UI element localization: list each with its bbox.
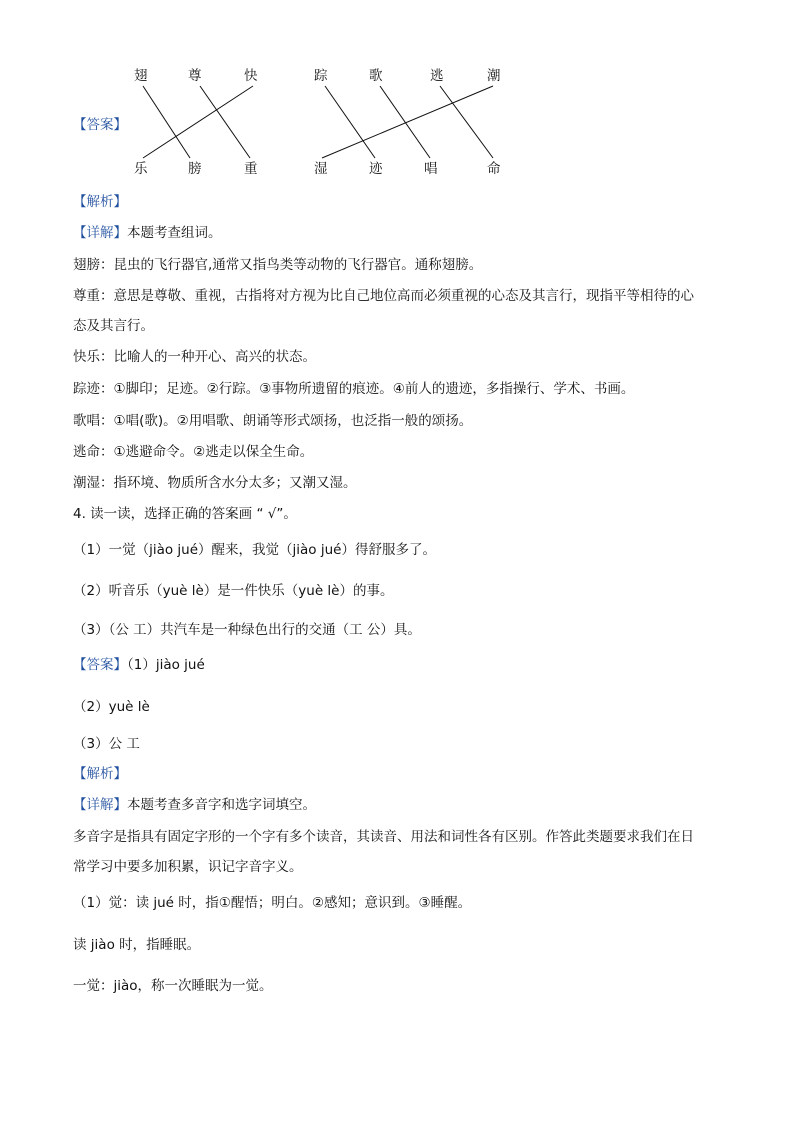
question-item: （2）听音乐（yuè lè）是一件快乐（yuè lè）的事。 — [73, 583, 394, 599]
question-title: 4. 读一读，选择正确的答案画 “ √”。 — [73, 506, 297, 522]
definition-line: 翅膀：昆虫的飞行器官,通常又指鸟类等动物的飞行器官。通称翅膀。 — [73, 257, 483, 273]
definition-line: 尊重：意思是尊敬、重视，古指将对方视为比自己地位高而必须重视的心态及其言行，现指平等相待的心 — [73, 288, 694, 304]
analysis-tag: 【解析】 — [73, 194, 127, 210]
answer-3: （3）公 工 — [73, 736, 140, 752]
definition-line: 快乐：比喻人的一种开心、高兴的状态。 — [73, 349, 316, 365]
answer-tag: 【答案】 — [73, 117, 127, 133]
char-top-5: 歌 — [369, 68, 383, 84]
char-bottom-7: 命 — [487, 161, 501, 177]
char-top-7: 潮 — [487, 68, 501, 84]
detail-line — [73, 796, 316, 814]
answer-1: （1）jiào jué — [127, 657, 205, 673]
definition-line: 态及其言行。 — [73, 318, 154, 334]
detail-text: 本题考查组词。 — [127, 225, 222, 241]
definition-line: 歌唱：①唱(歌)。②用唱歌、朗诵等形式颂扬，也泛指一般的颂扬。 — [73, 413, 473, 429]
char-top-6: 逃 — [430, 68, 444, 84]
char-bottom-1: 乐 — [134, 161, 148, 177]
definition-line: 踪迹：①脚印；足迹。②行踪。③事物所遗留的痕迹。④前人的遗迹，多指操行、学术、书画。 — [73, 381, 635, 397]
match-line — [325, 86, 375, 158]
match-line — [143, 86, 190, 158]
answer-2: （2）yuè lè — [73, 699, 150, 715]
explanation-line: （1）觉：读 jué 时，指①醒悟；明白。②感知；意识到。③睡醒。 — [73, 895, 472, 911]
detail-tag: 【详解】 — [73, 797, 127, 813]
detail-line — [73, 224, 222, 242]
char-bottom-6: 唱 — [424, 161, 438, 177]
char-top-4: 踪 — [314, 68, 328, 84]
answer-line — [73, 656, 205, 674]
question-item: （3）（公 工）共汽车是一种绿色出行的交通（工 公）具。 — [73, 622, 421, 638]
char-top-1: 翅 — [134, 68, 148, 84]
char-bottom-5: 迹 — [369, 161, 383, 177]
definition-line: 潮湿：指环境、物质所含水分太多；又潮又湿。 — [73, 475, 357, 491]
match-line — [143, 86, 253, 158]
match-line — [200, 86, 250, 158]
char-bottom-3: 重 — [244, 161, 258, 177]
explanation-line: 读 jiào 时，指睡眠。 — [73, 937, 201, 953]
explanation-line: 一觉：jiào，称一次睡眠为一觉。 — [73, 978, 273, 994]
answer-tag: 【答案】 — [73, 657, 127, 673]
detail-tag: 【详解】 — [73, 225, 127, 241]
char-top-3: 快 — [244, 68, 258, 84]
char-bottom-2: 膀 — [188, 161, 202, 177]
definition-line: 逃命：①逃避命令。②逃走以保全生命。 — [73, 444, 314, 460]
char-top-2: 尊 — [188, 68, 202, 84]
match-line — [380, 86, 430, 158]
matching-diagram — [0, 0, 794, 190]
analysis-tag: 【解析】 — [73, 766, 127, 782]
char-bottom-4: 湿 — [314, 161, 328, 177]
detail-text: 本题考查多音字和选字词填空。 — [127, 797, 316, 813]
paragraph-line: 常学习中要多加积累，识记字音字义。 — [73, 859, 303, 875]
question-item: （1）一觉（jiào jué）醒来，我觉（jiào jué）得舒服多了。 — [73, 542, 436, 558]
match-line — [322, 86, 493, 158]
paragraph-line: 多音字是指具有固定字形的一个字有多个读音，其读音、用法和词性各有区别。作答此类题要求我们在日 — [73, 829, 694, 845]
